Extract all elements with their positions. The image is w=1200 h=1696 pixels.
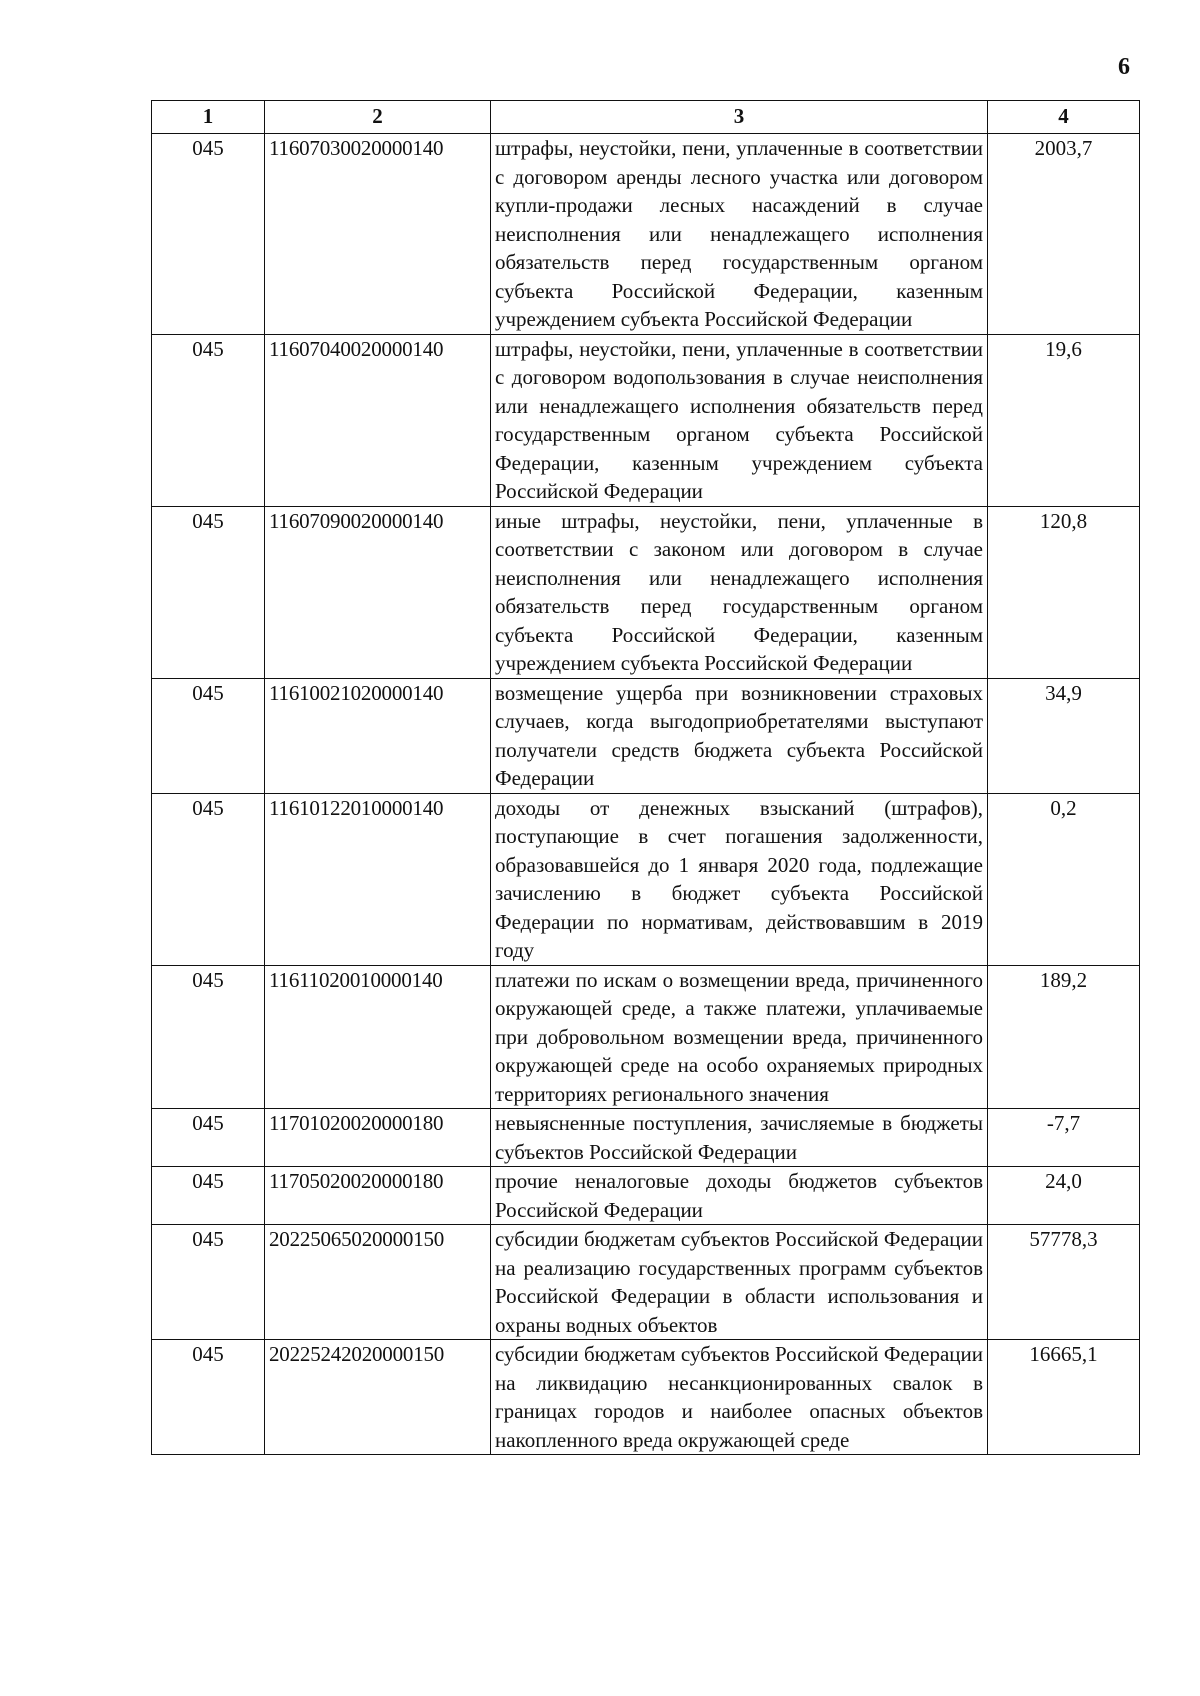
column-header: 2 (265, 101, 491, 134)
budget-code-cell: 11610021020000140 (265, 678, 491, 793)
amount-cell: 16665,1 (988, 1340, 1140, 1455)
amount-cell: 2003,7 (988, 134, 1140, 335)
description-cell: прочие неналоговые доходы бюджетов субъектов Российской Федерации (491, 1167, 988, 1225)
description-cell: платежи по искам о возмещении вреда, причиненного окружающей среде, а также платежи, уплачиваемые при добровольном возмещении вреда, причиненного окружающей среде на особо охраняемых природных территориях регионального значения (491, 965, 988, 1109)
budget-code-cell: 11607090020000140 (265, 506, 491, 678)
description-cell: субсидии бюджетам субъектов Российской Федерации на ликвидацию несанкционированных свалок в границах городов и наиболее опасных объектов накопленного вреда окружающей среде (491, 1340, 988, 1455)
column-header: 1 (152, 101, 265, 134)
amount-cell: -7,7 (988, 1109, 1140, 1167)
budget-code-cell: 20225242020000150 (265, 1340, 491, 1455)
admin-code-cell: 045 (152, 1340, 265, 1455)
admin-code-cell: 045 (152, 1167, 265, 1225)
description-cell: штрафы, неустойки, пени, уплаченные в соответствии с договором водопользования в случае неисполнения или ненадлежащего исполнения обязательств перед государственным органом субъекта Российской Федерации, казенным учреждением субъекта Российской Федерации (491, 334, 988, 506)
table-row (152, 1340, 1140, 1455)
column-header: 4 (988, 101, 1140, 134)
table-row (152, 1109, 1140, 1167)
admin-code-cell: 045 (152, 793, 265, 965)
admin-code-cell: 045 (152, 506, 265, 678)
table-header (152, 101, 1140, 134)
amount-cell: 189,2 (988, 965, 1140, 1109)
table-row (152, 334, 1140, 506)
table-row (152, 1225, 1140, 1340)
amount-cell: 57778,3 (988, 1225, 1140, 1340)
admin-code-cell: 045 (152, 678, 265, 793)
admin-code-cell: 045 (152, 334, 265, 506)
table-row (152, 1167, 1140, 1225)
amount-cell: 120,8 (988, 506, 1140, 678)
table-row (152, 506, 1140, 678)
admin-code-cell: 045 (152, 134, 265, 335)
budget-code-cell: 11610122010000140 (265, 793, 491, 965)
admin-code-cell: 045 (152, 965, 265, 1109)
amount-cell: 24,0 (988, 1167, 1140, 1225)
description-cell: невыясненные поступления, зачисляемые в бюджеты субъектов Российской Федерации (491, 1109, 988, 1167)
budget-code-cell: 11607030020000140 (265, 134, 491, 335)
admin-code-cell: 045 (152, 1225, 265, 1340)
budget-code-cell: 11611020010000140 (265, 965, 491, 1109)
page-number: 6 (1118, 54, 1130, 80)
description-cell: иные штрафы, неустойки, пени, уплаченные в соответствии с законом или договором в случае неисполнения или ненадлежащего исполнения обязательств перед государственным органом субъекта Российской Федерации, казенным учреждением субъекта Российской Федерации (491, 506, 988, 678)
description-cell: штрафы, неустойки, пени, уплаченные в соответствии с договором аренды лесного участка или договором купли-продажи лесных насаждений в случае неисполнения или ненадлежащего исполнения обязательств перед государственным органом субъекта Российской Федерации, казенным учреждением субъекта Российской Федерации (491, 134, 988, 335)
table-row (152, 965, 1140, 1109)
revenue-table (151, 100, 1140, 1455)
table-row (152, 134, 1140, 335)
amount-cell: 19,6 (988, 334, 1140, 506)
budget-code-cell: 11701020020000180 (265, 1109, 491, 1167)
budget-code-cell: 20225065020000150 (265, 1225, 491, 1340)
column-header: 3 (491, 101, 988, 134)
amount-cell: 34,9 (988, 678, 1140, 793)
amount-cell: 0,2 (988, 793, 1140, 965)
description-cell: субсидии бюджетам субъектов Российской Федерации на реализацию государственных программ субъектов Российской Федерации в области использования и охраны водных объектов (491, 1225, 988, 1340)
description-cell: возмещение ущерба при возникновении страховых случаев, когда выгодоприобретателями выступают получатели средств бюджета субъекта Российской Федерации (491, 678, 988, 793)
table-row (152, 793, 1140, 965)
table-row (152, 678, 1140, 793)
description-cell: доходы от денежных взысканий (штрафов), поступающие в счет погашения задолженности, образовавшейся до 1 января 2020 года, подлежащие зачислению в бюджет субъекта Российской Федерации по нормативам, действовавшим в 2019 году (491, 793, 988, 965)
table-header-row (152, 101, 1140, 134)
table-body (152, 134, 1140, 1455)
budget-code-cell: 11607040020000140 (265, 334, 491, 506)
admin-code-cell: 045 (152, 1109, 265, 1167)
budget-code-cell: 11705020020000180 (265, 1167, 491, 1225)
